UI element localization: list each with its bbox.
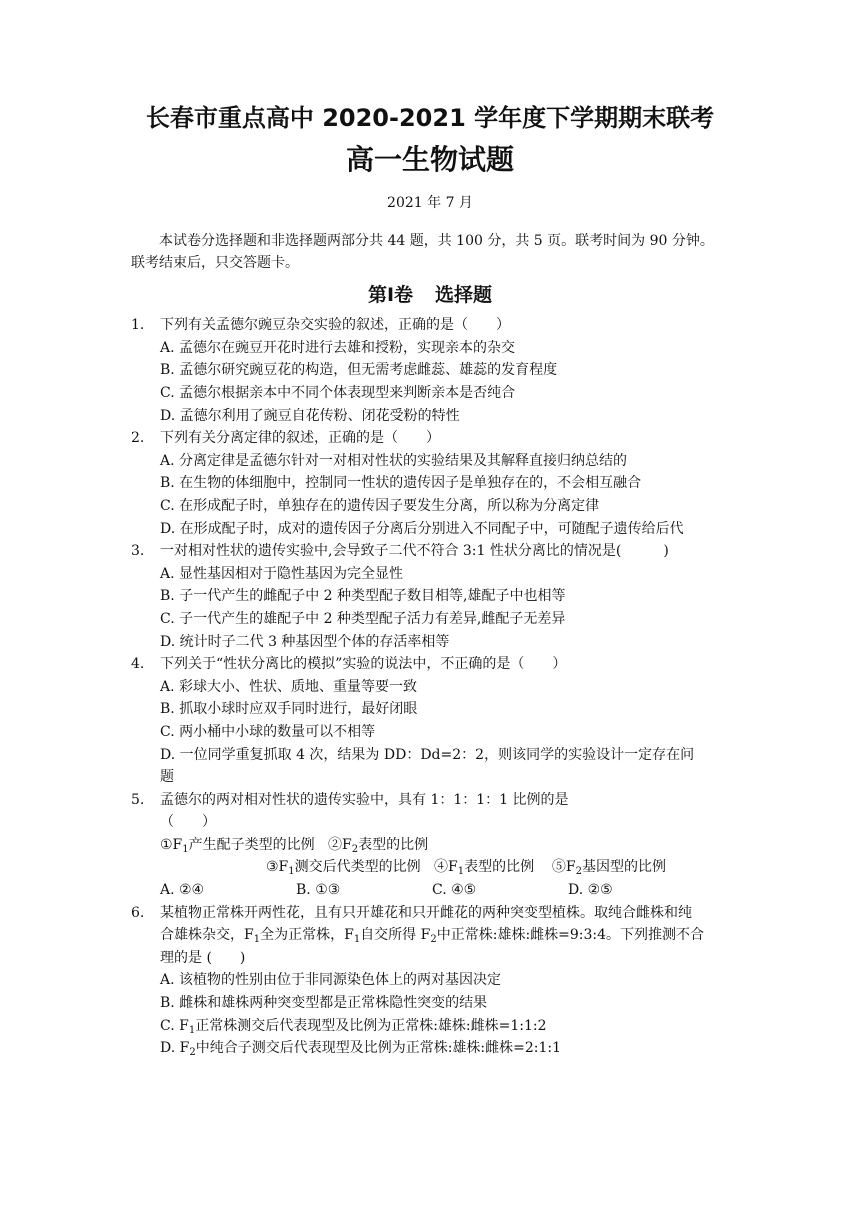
option-c: C. 两小桶中小球的数量可以不相等 bbox=[160, 724, 376, 740]
statement-item: $②F_2$表型的比例 bbox=[328, 837, 429, 855]
exam-title: 长春市重点高中 2020-2021 学年度下学期期末联考 bbox=[145, 104, 715, 132]
option-c: C. 子一代产生的雄配子中 2 种类型配子活力有差异,雌配子无差异 bbox=[160, 611, 566, 627]
option-a: A. 彩球大小、性状、质地、重量等要一致 bbox=[160, 679, 418, 695]
choice-c: C. ④⑤ bbox=[432, 882, 477, 898]
section-name: 选择题 bbox=[435, 284, 493, 306]
choice-a: A. ②④ bbox=[160, 882, 205, 898]
question-number: 6. bbox=[131, 905, 145, 921]
option-b: B. 抓取小球时应双手同时进行，最好闭眼 bbox=[160, 701, 418, 717]
option-b: B. 子一代产生的雌配子中 2 种类型配子数目相等,雄配子中也相等 bbox=[160, 588, 566, 604]
section-part: 第Ⅰ卷 bbox=[367, 284, 414, 306]
option-b: B. 孟德尔研究豌豆花的构造，但无需考虑雌蕊、雄蕊的发育程度 bbox=[160, 362, 558, 378]
option-d-continuation: 题 bbox=[160, 769, 174, 785]
exam-date: 2021 年 7 月 bbox=[387, 195, 473, 211]
section-heading bbox=[0, 280, 860, 307]
question-number: 2. bbox=[131, 430, 145, 446]
question-number: 3. bbox=[131, 543, 145, 559]
question-number: 1. bbox=[131, 317, 145, 333]
statement-item: $①F_1$产生配子类型的比例 bbox=[160, 837, 315, 855]
instructions-line-2: 联考结束后，只交答题卡。 bbox=[131, 255, 299, 271]
option-a: A. 孟德尔在豌豆开花时进行去雄和授粉，实现亲本的杂交 bbox=[160, 340, 516, 356]
choice-b: B. ①③ bbox=[296, 882, 341, 898]
statement-item: $⑤F_2$基因型的比例 bbox=[551, 859, 666, 877]
option-b: B. 雌株和雄株两种突变型都是正常株隐性突变的结果 bbox=[160, 995, 488, 1011]
option-c: C. 在形成配子时，单独存在的遗传因子要发生分离，所以称为分离定律 bbox=[160, 498, 600, 514]
question-stem: 下列有关孟德尔豌豆杂交实验的叙述，正确的是（ ） bbox=[160, 317, 510, 333]
question-stem-line-1: 某植物正常株开两性花，且有只开雄花和只开雌花的两种突变型植株。取纯合雌株和纯 bbox=[160, 905, 692, 921]
question-stem-line-2: 合雄株杂交，$F_1$全为正常株，$F_1$自交所得 $F_2$中正常株:雄株:雌株=9:3:4。下列推测不合 bbox=[160, 927, 705, 945]
option-d: D. 统计时子二代 3 种基因型个体的存活率相等 bbox=[160, 634, 450, 650]
option-d: D. 一位同学重复抓取 4 次，结果为 DD：Dd=2：2，则该同学的实验设计一定存在问 bbox=[160, 747, 695, 763]
question-stem: 下列关于“性状分离比的模拟”实验的说法中，不正确的是（ ） bbox=[160, 656, 567, 672]
question-stem: 下列有关分离定律的叙述，正确的是（ ） bbox=[160, 430, 440, 446]
option-a: A. 显性基因相对于隐性基因为完全显性 bbox=[160, 566, 404, 582]
option-d: D. 在形成配子时，成对的遗传因子分离后分别进入不同配子中，可随配子遗传给后代 bbox=[160, 521, 684, 537]
exam-subject-title: 高一生物试题 bbox=[345, 143, 514, 176]
choice-d: D. ②⑤ bbox=[568, 882, 613, 898]
statement-items-line-2 bbox=[266, 856, 666, 878]
option-a: A. 分离定律是孟德尔针对一对相对性状的实验结果及其解释直接归纳总结的 bbox=[160, 453, 628, 469]
question-stem: 一对相对性状的遗传实验中,会导致子二代不符合 3:1 性状分离比的情况是( ) bbox=[160, 543, 669, 559]
question-stem: 孟德尔的两对相对性状的遗传实验中，具有 1：1：1：1 比例的是 bbox=[160, 792, 569, 808]
question-stem-line-3: 理的是 ( ) bbox=[160, 950, 246, 966]
statement-item: $④F_1$表型的比例 bbox=[434, 859, 535, 877]
instructions-line-1: 本试卷分选择题和非选择题两部分共 44 题，共 100 分，共 5 页。联考时间为 90 分钟。 bbox=[159, 233, 714, 249]
option-d: D. 孟德尔利用了豌豆自花传粉、闭花受粉的特性 bbox=[160, 408, 460, 424]
statement-items-line-1 bbox=[160, 834, 428, 856]
option-b: B. 在生物的体细胞中，控制同一性状的遗传因子是单独存在的，不会相互融合 bbox=[160, 475, 642, 491]
question-number: 5. bbox=[131, 792, 145, 808]
question-number: 4. bbox=[131, 656, 145, 672]
question-stem-continuation: （ ） bbox=[160, 814, 216, 830]
option-c: C. $F_1$正常株测交后代表现型及比例为正常株:雄株:雌株=1:1:2 bbox=[160, 1018, 547, 1036]
statement-item: $③F_1$测交后代类型的比例 bbox=[266, 859, 421, 877]
option-a: A. 该植物的性别由位于非同源染色体上的两对基因决定 bbox=[160, 972, 502, 988]
exam-instructions bbox=[131, 230, 743, 274]
option-c: C. 孟德尔根据亲本中不同个体表现型来判断亲本是否纯合 bbox=[160, 385, 516, 401]
option-d: D. $F_2$中纯合子测交后代表现型及比例为正常株:雄株:雌株=2:1:1 bbox=[160, 1040, 562, 1058]
